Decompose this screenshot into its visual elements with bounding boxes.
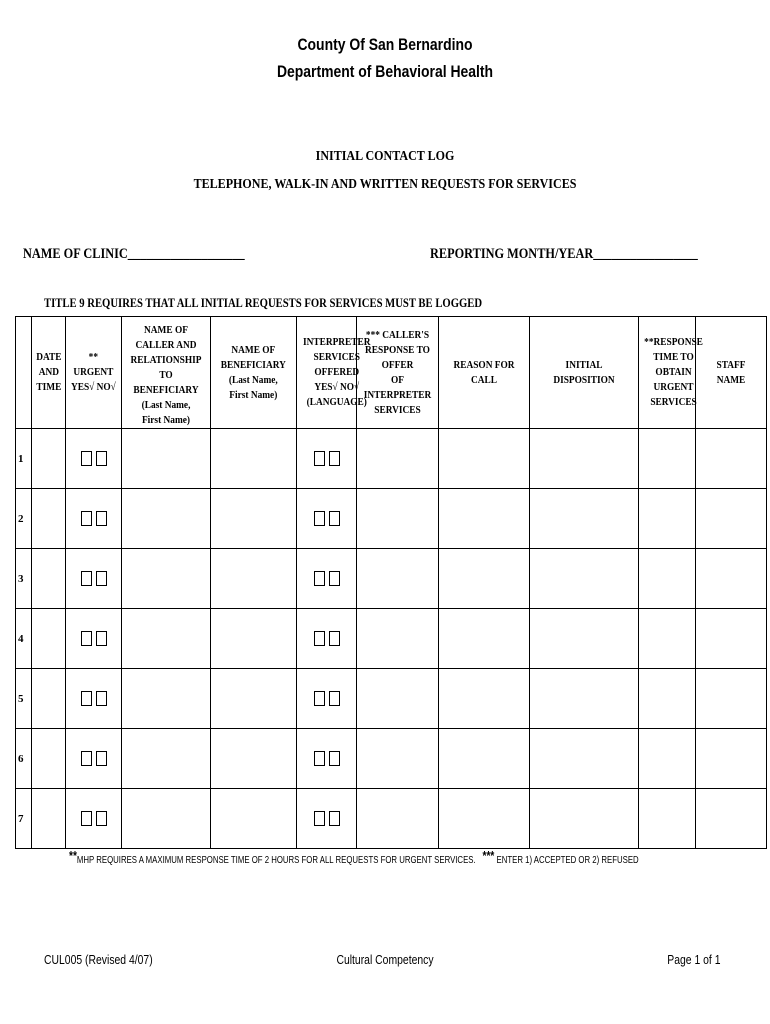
interpreter-checkboxes: [297, 429, 357, 489]
caller-name-cell[interactable]: [122, 729, 211, 789]
urgent-yes-checkbox[interactable]: [81, 751, 92, 766]
reason-cell[interactable]: [439, 609, 530, 669]
interpreter-checkboxes: [297, 669, 357, 729]
staff-name-cell[interactable]: [696, 489, 767, 549]
date-time-cell[interactable]: [32, 789, 66, 849]
header-callers-response: *** CALLER'S RESPONSE TO OFFER OF INTERPRETER SERVICES: [357, 317, 439, 429]
clinic-name-blank[interactable]: ___________________: [127, 246, 245, 262]
beneficiary-name-cell[interactable]: [211, 789, 297, 849]
department-name: Department of Behavioral Health: [276, 62, 494, 81]
form-id: CUL005 (Revised 4/07): [44, 952, 153, 967]
staff-name-cell[interactable]: [696, 669, 767, 729]
urgent-checkboxes: [66, 429, 122, 489]
urgent-no-checkbox[interactable]: [96, 511, 107, 526]
interpreter-no-checkbox[interactable]: [329, 691, 340, 706]
interpreter-checkboxes: [297, 789, 357, 849]
row-number: 3: [16, 549, 32, 609]
header-interpreter-offered: INTERPRETER SERVICES OFFERED YES√ NO√ (LANGUAGE): [297, 317, 357, 429]
reason-cell[interactable]: [439, 669, 530, 729]
disposition-cell[interactable]: [530, 489, 639, 549]
disposition-cell[interactable]: [530, 609, 639, 669]
header-beneficiary-name: NAME OF BENEFICIARY (Last Name, First Name): [211, 317, 297, 429]
date-time-cell[interactable]: [32, 609, 66, 669]
interpreter-no-checkbox[interactable]: [329, 751, 340, 766]
interpreter-yes-checkbox[interactable]: [314, 691, 325, 706]
urgent-no-checkbox[interactable]: [96, 571, 107, 586]
response-time-cell[interactable]: [639, 429, 696, 489]
footnote-urgent-text: MHP REQUIRES A MAXIMUM RESPONSE TIME OF 2 HOURS FOR ALL REQUESTS FOR URGENT SERVICES.: [76, 855, 476, 866]
caller-name-cell[interactable]: [122, 669, 211, 729]
callers-response-cell[interactable]: [357, 789, 439, 849]
urgent-yes-checkbox[interactable]: [81, 811, 92, 826]
disposition-cell[interactable]: [530, 429, 639, 489]
interpreter-yes-checkbox[interactable]: [314, 751, 325, 766]
header-caller-name: NAME OF CALLER AND RELATIONSHIP TO BENEFICIARY (Last Name, First Name): [122, 317, 211, 429]
response-time-cell[interactable]: [639, 609, 696, 669]
response-time-cell[interactable]: [639, 669, 696, 729]
header-date-time: DATE AND TIME: [32, 317, 66, 429]
caller-name-cell[interactable]: [122, 429, 211, 489]
footnote: [69, 848, 639, 866]
urgent-no-checkbox[interactable]: [96, 631, 107, 646]
caller-name-cell[interactable]: [122, 549, 211, 609]
callers-response-cell[interactable]: [357, 489, 439, 549]
header-urgent: ** URGENT YES√ NO√: [66, 317, 122, 429]
interpreter-yes-checkbox[interactable]: [314, 811, 325, 826]
row-number: 1: [16, 429, 32, 489]
response-time-cell[interactable]: [639, 549, 696, 609]
beneficiary-name-cell[interactable]: [211, 429, 297, 489]
disposition-cell[interactable]: [530, 669, 639, 729]
header-row-number: [16, 317, 32, 429]
footnote-mark-response: ***: [482, 848, 495, 863]
table-body: [16, 429, 767, 849]
caller-name-cell[interactable]: [122, 789, 211, 849]
row-number: 5: [16, 669, 32, 729]
staff-name-cell[interactable]: [696, 609, 767, 669]
reason-cell[interactable]: [439, 489, 530, 549]
footnote-mark-urgent: **: [69, 848, 77, 863]
date-time-cell[interactable]: [32, 729, 66, 789]
urgent-checkboxes: [66, 609, 122, 669]
row-number: 4: [16, 609, 32, 669]
table-row: [16, 669, 767, 729]
reason-cell[interactable]: [439, 789, 530, 849]
urgent-yes-checkbox[interactable]: [81, 571, 92, 586]
date-time-cell[interactable]: [32, 549, 66, 609]
urgent-checkboxes: [66, 549, 122, 609]
interpreter-yes-checkbox[interactable]: [314, 511, 325, 526]
interpreter-checkboxes: [297, 609, 357, 669]
table-row: [16, 729, 767, 789]
contact-log-table: [15, 316, 767, 849]
row-number: 6: [16, 729, 32, 789]
response-time-cell[interactable]: [639, 489, 696, 549]
urgent-checkboxes: [66, 789, 122, 849]
interpreter-checkboxes: [297, 549, 357, 609]
disposition-cell[interactable]: [530, 789, 639, 849]
urgent-checkboxes: [66, 669, 122, 729]
caller-name-cell[interactable]: [122, 489, 211, 549]
interpreter-no-checkbox[interactable]: [329, 511, 340, 526]
date-time-cell[interactable]: [32, 429, 66, 489]
header-initial-disposition: INITIAL DISPOSITION: [530, 317, 639, 429]
urgent-yes-checkbox[interactable]: [81, 691, 92, 706]
callers-response-cell[interactable]: [357, 669, 439, 729]
row-number: 7: [16, 789, 32, 849]
reporting-month-label: REPORTING MONTH/YEAR: [430, 246, 594, 262]
staff-name-cell[interactable]: [696, 729, 767, 789]
disposition-cell[interactable]: [530, 729, 639, 789]
header-staff-name: STAFF NAME: [696, 317, 767, 429]
urgent-no-checkbox[interactable]: [96, 811, 107, 826]
date-time-cell[interactable]: [32, 669, 66, 729]
urgent-no-checkbox[interactable]: [96, 691, 107, 706]
caller-name-cell[interactable]: [122, 609, 211, 669]
staff-name-cell[interactable]: [696, 549, 767, 609]
interpreter-yes-checkbox[interactable]: [314, 571, 325, 586]
urgent-yes-checkbox[interactable]: [81, 511, 92, 526]
clinic-name-field: [23, 246, 245, 263]
interpreter-no-checkbox[interactable]: [329, 571, 340, 586]
urgent-checkboxes: [66, 729, 122, 789]
interpreter-no-checkbox[interactable]: [329, 811, 340, 826]
reason-cell[interactable]: [439, 729, 530, 789]
table-row: [16, 609, 767, 669]
clinic-name-label: NAME OF CLINIC: [23, 246, 128, 262]
page-number: Page 1 of 1: [666, 952, 720, 967]
callers-response-cell[interactable]: [357, 609, 439, 669]
beneficiary-name-cell[interactable]: [211, 609, 297, 669]
disposition-cell[interactable]: [530, 549, 639, 609]
footer-center-text: Cultural Competency: [336, 952, 434, 967]
footnote-response-text: ENTER 1) ACCEPTED OR 2) REFUSED: [496, 855, 639, 866]
staff-name-cell[interactable]: [696, 429, 767, 489]
urgent-checkboxes: [66, 489, 122, 549]
interpreter-yes-checkbox[interactable]: [314, 451, 325, 466]
beneficiary-name-cell[interactable]: [211, 729, 297, 789]
form-title: INITIAL CONTACT LOG: [315, 149, 455, 164]
table-row: [16, 489, 767, 549]
urgent-no-checkbox[interactable]: [96, 451, 107, 466]
urgent-no-checkbox[interactable]: [96, 751, 107, 766]
response-time-cell[interactable]: [639, 729, 696, 789]
beneficiary-name-cell[interactable]: [211, 549, 297, 609]
county-name: County Of San Bernardino: [297, 35, 473, 54]
interpreter-no-checkbox[interactable]: [329, 451, 340, 466]
form-subtitle: TELEPHONE, WALK-IN AND WRITTEN REQUESTS FOR SERVICES: [193, 177, 577, 192]
row-number: 2: [16, 489, 32, 549]
beneficiary-name-cell[interactable]: [211, 669, 297, 729]
interpreter-yes-checkbox[interactable]: [314, 631, 325, 646]
reason-cell[interactable]: [439, 429, 530, 489]
beneficiary-name-cell[interactable]: [211, 489, 297, 549]
response-time-cell[interactable]: [639, 789, 696, 849]
table-header-row: [16, 317, 767, 429]
table-row: [16, 429, 767, 489]
interpreter-checkboxes: [297, 729, 357, 789]
callers-response-cell[interactable]: [357, 429, 439, 489]
staff-name-cell[interactable]: [696, 789, 767, 849]
reporting-month-field: [430, 246, 698, 263]
reporting-month-blank[interactable]: _________________: [593, 246, 698, 262]
table-row: [16, 549, 767, 609]
urgent-yes-checkbox[interactable]: [81, 631, 92, 646]
urgent-yes-checkbox[interactable]: [81, 451, 92, 466]
date-time-cell[interactable]: [32, 489, 66, 549]
header-response-time: **RESPONSE TIME TO OBTAIN URGENT SERVICES: [639, 317, 696, 429]
header-reason-for-call: REASON FOR CALL: [439, 317, 530, 429]
callers-response-cell[interactable]: [357, 729, 439, 789]
interpreter-no-checkbox[interactable]: [329, 631, 340, 646]
title9-notice: TITLE 9 REQUIRES THAT ALL INITIAL REQUESTS FOR SERVICES MUST BE LOGGED: [44, 295, 483, 310]
reason-cell[interactable]: [439, 549, 530, 609]
interpreter-checkboxes: [297, 489, 357, 549]
table-row: [16, 789, 767, 849]
callers-response-cell[interactable]: [357, 549, 439, 609]
